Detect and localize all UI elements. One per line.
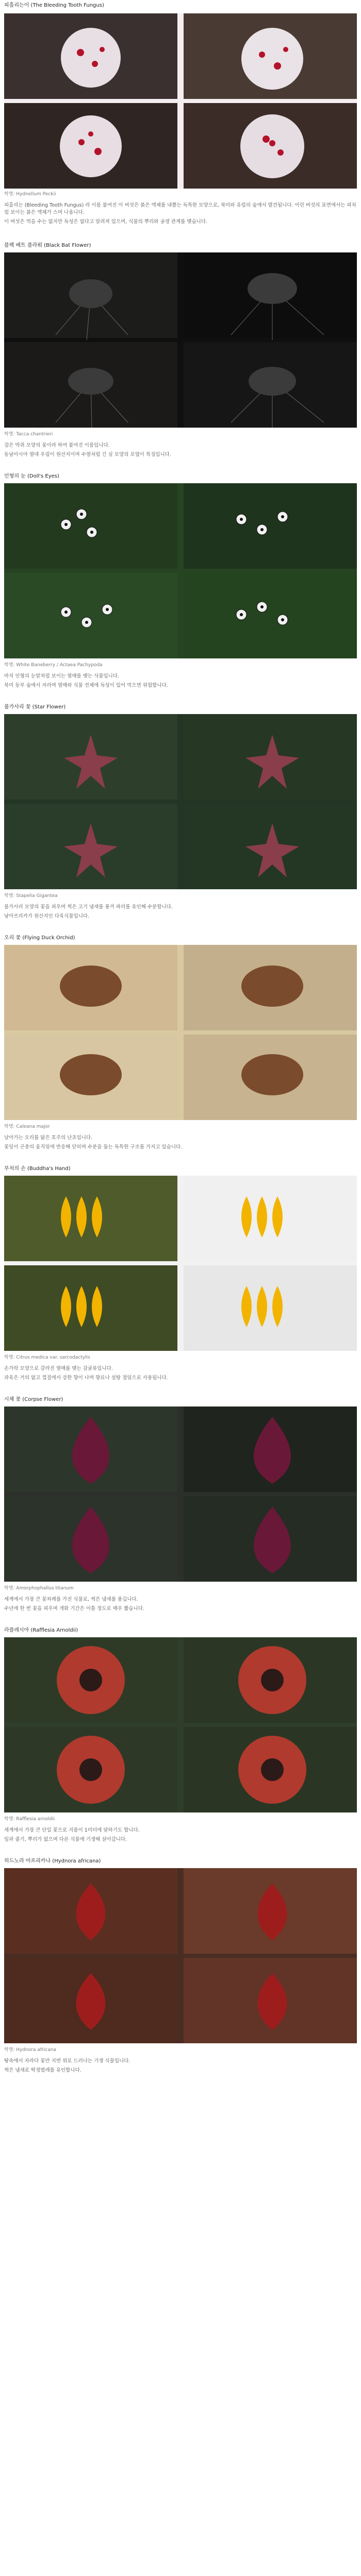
paragraph-bat-flower-2: 동남아시아 열대 우림이 원산지이며 수염처럼 긴 실 모양의 포엽이 특징입니다.	[4, 452, 171, 457]
photo-grid-duck-orchid	[4, 945, 357, 1120]
section-title-corpse-flower: 시체 꽃 (Corpse Flower)	[4, 1397, 63, 1402]
photo-grid-corpse-flower	[4, 1406, 357, 1582]
caption-buddhas-hand: 학명: Citrus medica var. sarcodactylis	[4, 1355, 90, 1360]
paragraph-duck-orchid-1: 날아가는 오리를 닮은 호주의 난초입니다.	[4, 1135, 93, 1141]
section-title-buddhas-hand: 부처의 손 (Buddha's Hand)	[4, 1166, 71, 1172]
paragraph-corpse-flower-1: 세계에서 가장 큰 꽃차례를 가진 식물로, 썩은 냄새를 풍깁니다.	[4, 1597, 138, 1602]
photo-grid-dolls-eyes	[4, 483, 357, 658]
caption-star-flower: 학명: Stapelia Gigantea	[4, 893, 58, 899]
section-title-dolls-eyes: 인형의 눈 (Doll's Eyes)	[4, 473, 59, 479]
paragraph-buddhas-hand-2: 과육은 거의 없고 껍질에서 강한 향이 나며 향료나 설탕 절임으로 사용됩니다.	[4, 1375, 168, 1381]
caption-corpse-flower: 학명: Amorphophallus titanum	[4, 1586, 74, 1591]
paragraph-hydnora-2: 썩은 냄새로 딱정벌레를 유인합니다.	[4, 2067, 81, 2073]
paragraph-rafflesia-1: 세계에서 가장 큰 단일 꽃으로 지름이 1미터에 달하기도 합니다.	[4, 1827, 140, 1833]
section-title-rafflesia: 라플레시아 (Rafflesia Arnoldii)	[4, 1628, 78, 1633]
caption-bleeding-tooth: 학명: Hydnellum Peckii	[4, 192, 56, 197]
caption-dolls-eyes: 학명: White Baneberry / Actaea Pachypoda	[4, 663, 103, 668]
paragraph-bat-flower-1: 검은 박쥐 모양의 꽃이라 하여 붙여진 이름입니다.	[4, 443, 110, 448]
paragraph-bleeding-tooth-2: 이 버섯은 먹을 수는 없지만 독성은 없다고 알려져 있으며, 식물의 뿌리와 공생 관계를 맺습니다.	[4, 219, 208, 225]
paragraph-star-flower-2: 남아프리카가 원산지인 다육식물입니다.	[4, 913, 90, 919]
photo-grid-bleeding-tooth	[4, 13, 357, 189]
paragraph-star-flower-1: 불가사리 모양의 꽃을 피우며 썩은 고기 냄새를 풍겨 파리를 유인해 수분합니다.	[4, 904, 173, 910]
photo-grid-rafflesia	[4, 1637, 357, 1812]
caption-duck-orchid: 학명: Caleana major	[4, 1124, 50, 1129]
paragraph-corpse-flower-2: 수년에 한 번 꽃을 피우며 개화 기간은 이틀 정도로 매우 짧습니다.	[4, 1606, 144, 1612]
paragraph-buddhas-hand-1: 손가락 모양으로 갈라진 열매를 맺는 감귤류입니다.	[4, 1366, 113, 1371]
photo-grid-bat-flower	[4, 252, 357, 428]
caption-rafflesia: 학명: Rafflesia arnoldii	[4, 1817, 55, 1822]
paragraph-duck-orchid-2: 꽃잎이 곤충의 움직임에 반응해 닫히며 수분을 돕는 독특한 구조를 가지고 있습니다.	[4, 1144, 183, 1150]
section-title-duck-orchid: 오리 꽃 (Flying Duck Orchid)	[4, 935, 75, 941]
article-title: 피흘리는이 (The Bleeding Tooth Fungus)	[4, 3, 104, 8]
paragraph-rafflesia-2: 잎과 줄기, 뿌리가 없으며 다른 식물에 기생해 살아갑니다.	[4, 1837, 127, 1842]
photo-grid-buddhas-hand	[4, 1176, 357, 1351]
photo-grid-star-flower	[4, 714, 357, 889]
caption-hydnora: 학명: Hydnora africana	[4, 2047, 56, 2053]
photo-grid-hydnora	[4, 1868, 357, 2043]
section-title-hydnora: 히드노라 아프리카나 (Hydnora africana)	[4, 1858, 101, 1864]
section-title-bat-flower: 블랙 배트 플라워 (Black Bat Flower)	[4, 243, 91, 248]
paragraph-dolls-eyes-1: 마치 인형의 눈알처럼 보이는 열매를 맺는 식물입니다.	[4, 673, 120, 679]
section-title-star-flower: 불가사리 꽃 (Star Flower)	[4, 704, 66, 710]
paragraph-bleeding-tooth-1: 피흘리는 (Bleeding Tooth Fungus) 라 이름 붙여진 이 버섯은 붉은 액체를 내뿜는 독특한 모양으로, 북미와 유럽의 숲에서 발견됩니다. 어린 버섯의 표면에서는 피처럼 보이는 붉은 액체가 스며 나옵니다.	[4, 202, 356, 215]
caption-bat-flower: 학명: Tacca chantrieri	[4, 432, 53, 437]
paragraph-dolls-eyes-2: 북미 동부 숲에서 자라며 열매와 식물 전체에 독성이 있어 먹으면 위험합니다.	[4, 683, 168, 688]
paragraph-hydnora-1: 땅속에서 자라다 꽃만 지면 위로 드러나는 기생 식물입니다.	[4, 2058, 130, 2064]
